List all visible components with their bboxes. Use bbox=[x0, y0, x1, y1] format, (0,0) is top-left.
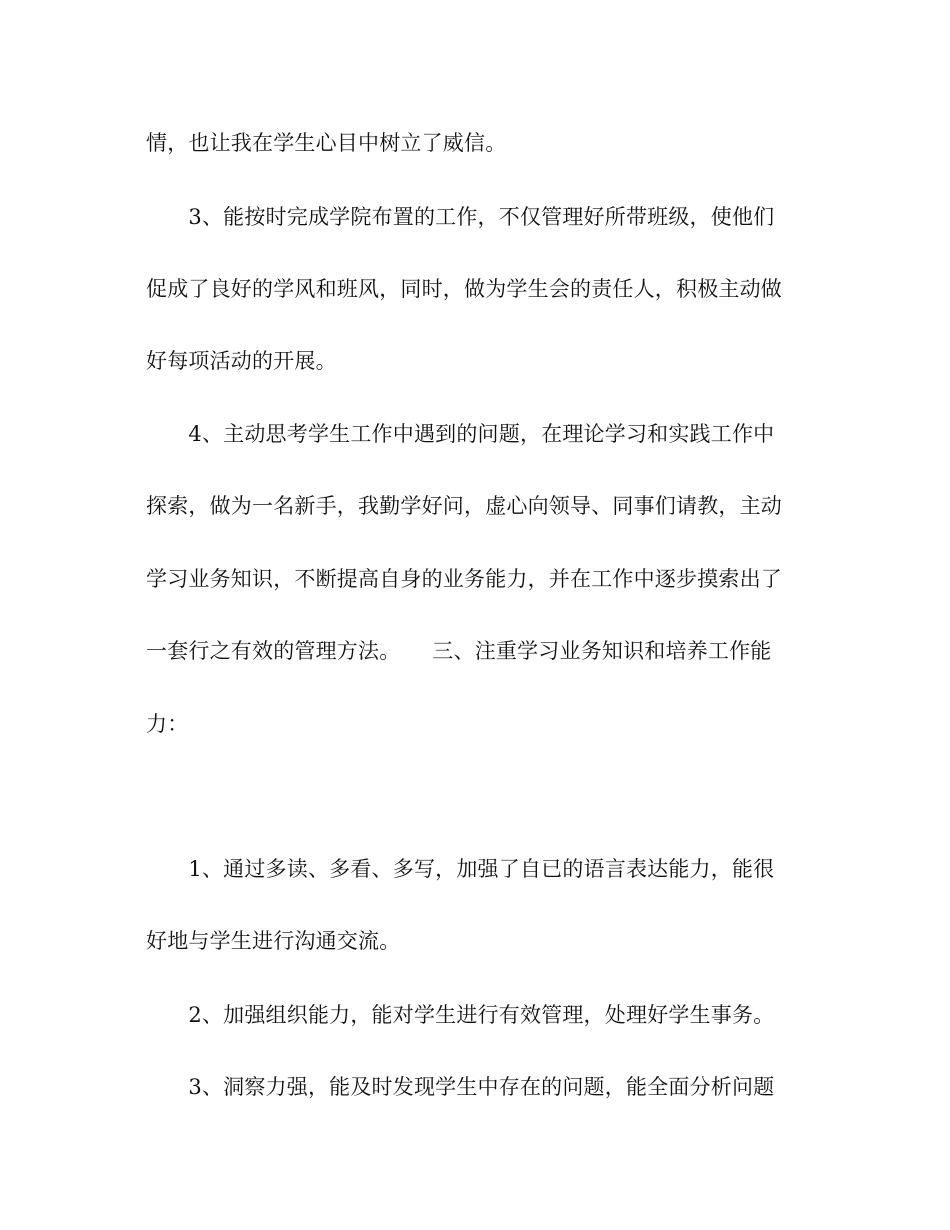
text-line-1: 情，也让我在学生心目中树立了威信。 bbox=[146, 131, 507, 155]
text-line-8: 一套行之有效的管理方法。 三、注重学习业务知识和培养工作能 bbox=[146, 639, 772, 663]
text-line-12: 2、加强组织能力，能对学生进行有效管理，处理好学生事务。 bbox=[146, 1003, 775, 1027]
text-line-13: 3、洞察力强，能及时发现学生中存在的问题，能全面分析问题 bbox=[146, 1075, 775, 1099]
text-line-9: 力： bbox=[146, 712, 189, 736]
text-line-4: 好每项活动的开展。 bbox=[146, 349, 337, 373]
text-line-7: 学习业务知识，不断提高自身的业务能力，并在工作中逐步摸索出了 bbox=[146, 567, 782, 591]
text-line-3: 促成了良好的学风和班风，同时，做为学生会的责任人，积极主动做 bbox=[146, 277, 782, 301]
text-line-10: 1、通过多读、多看、多写，加强了自已的语言表达能力，能很 bbox=[146, 857, 775, 881]
text-line-11: 好地与学生进行沟通交流。 bbox=[146, 929, 401, 953]
text-line-2: 3、能按时完成学院布置的工作，不仅管理好所带班级，使他们 bbox=[146, 205, 775, 229]
text-line-6: 探索，做为一名新手，我勤学好问，虚心向领导、同事们请教，主动 bbox=[146, 494, 782, 518]
text-line-5: 4、主动思考学生工作中遇到的问题，在理论学习和实践工作中 bbox=[146, 422, 775, 446]
